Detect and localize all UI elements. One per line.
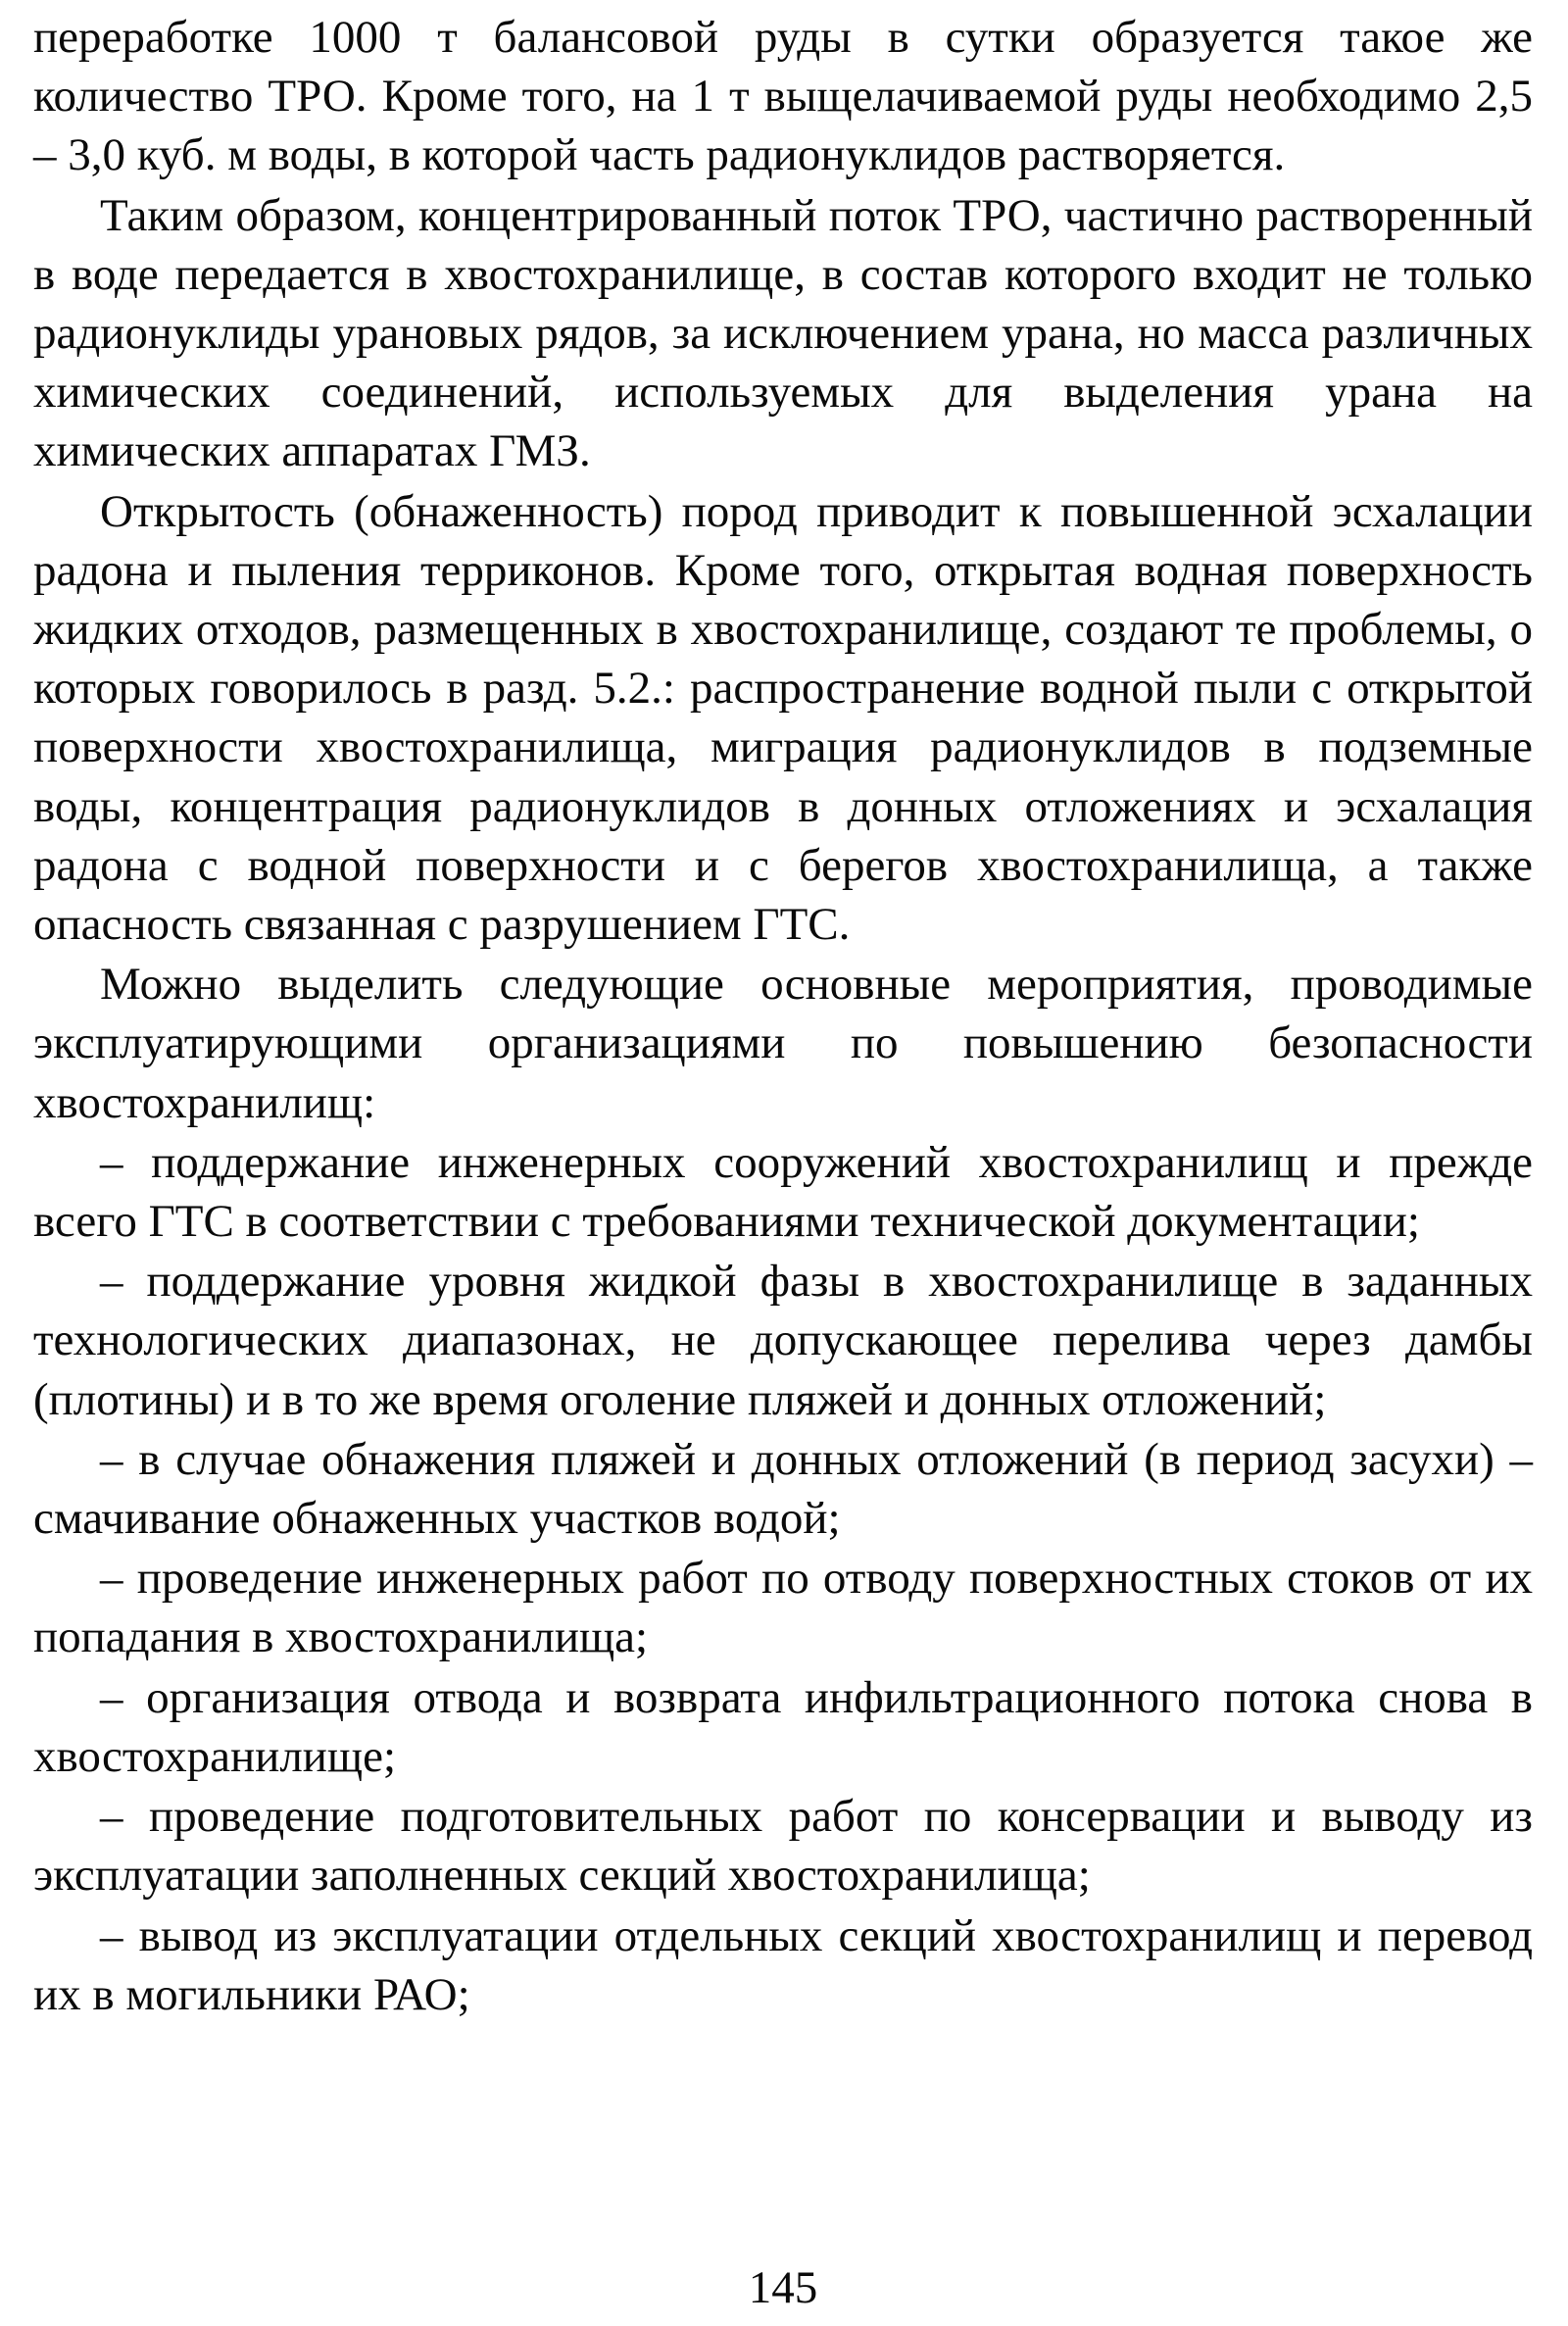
list-item-maintenance: – поддержание инженерных сооружений хвостохранилищ и прежде всего ГТС в соответствии с требованиями технической документации; [33,1136,1533,1248]
document-page [33,8,1533,2311]
list-item-infiltration-return: – организация отвода и возврата инфильтрационного потока снова в хвостохранилище; [33,1671,1533,1782]
list-item-conservation-prep: – проведение подготовительных работ по консервации и выводу из эксплуатации заполненных секций хвостохранилища; [33,1791,1533,1902]
list-item-decommissioning: – вывод из эксплуатации отдельных секций хвостохранилищ и перевод их в могильники РАО; [33,1909,1533,2020]
paragraph-openness: Открытость (обнаженность) пород приводит к повышенной эсхалации радона и пыления терриконов. Кроме того, открытая водная поверхность жидких отходов, размещенных в хвостохранилище, создают те проблемы, о которых говорилось в разд. 5.2.: распространение водной пыли с открытой поверхности хвостохранилища, миграция радионуклидов в подземные воды, концентрация радионуклидов в донных отложениях и эсхалация радона с водной поверхности и с берегов хвостохранилища, а также опасность связанная с разрушением ГТС. [33,485,1533,951]
list-item-liquid-level: – поддержание уровня жидкой фазы в хвостохранилище в заданных технологических диапазонах, не допускающее перелива через дамбы (плотины) и в то же время оголение пляжей и донных отложений; [33,1256,1533,1425]
page-number: 145 [748,2262,818,2313]
list-item-drought-wetting: – в случае обнажения пляжей и донных отложений (в период засухи) – смачивание обнаженных участков водой; [33,1433,1533,1545]
paragraph-tro-flow: Таким образом, концентрированный поток ТРО, частично растворенный в воде передается в хвостохранилище, в состав которого входит не только радионуклиды урановых рядов, за исключением урана, но масса различных химических соединений, используемых для выделения урана на химических аппаратах ГМЗ. [33,189,1533,477]
paragraph-continuation: переработке 1000 т балансовой руды в сутки образуется такое же количество ТРО. Кроме того, на 1 т выщелачиваемой руды необходимо 2,5 – 3,0 куб. м воды, в которой часть радионуклидов растворяется. [33,12,1533,181]
list-item-runoff-diversion: – проведение инженерных работ по отводу поверхностных стоков от их попадания в хвостохранилища; [33,1553,1533,1663]
paragraph-measures-intro: Можно выделить следующие основные мероприятия, проводимые эксплуатирующими организациями по повышению безопасности хвостохранилищ: [33,959,1533,1128]
